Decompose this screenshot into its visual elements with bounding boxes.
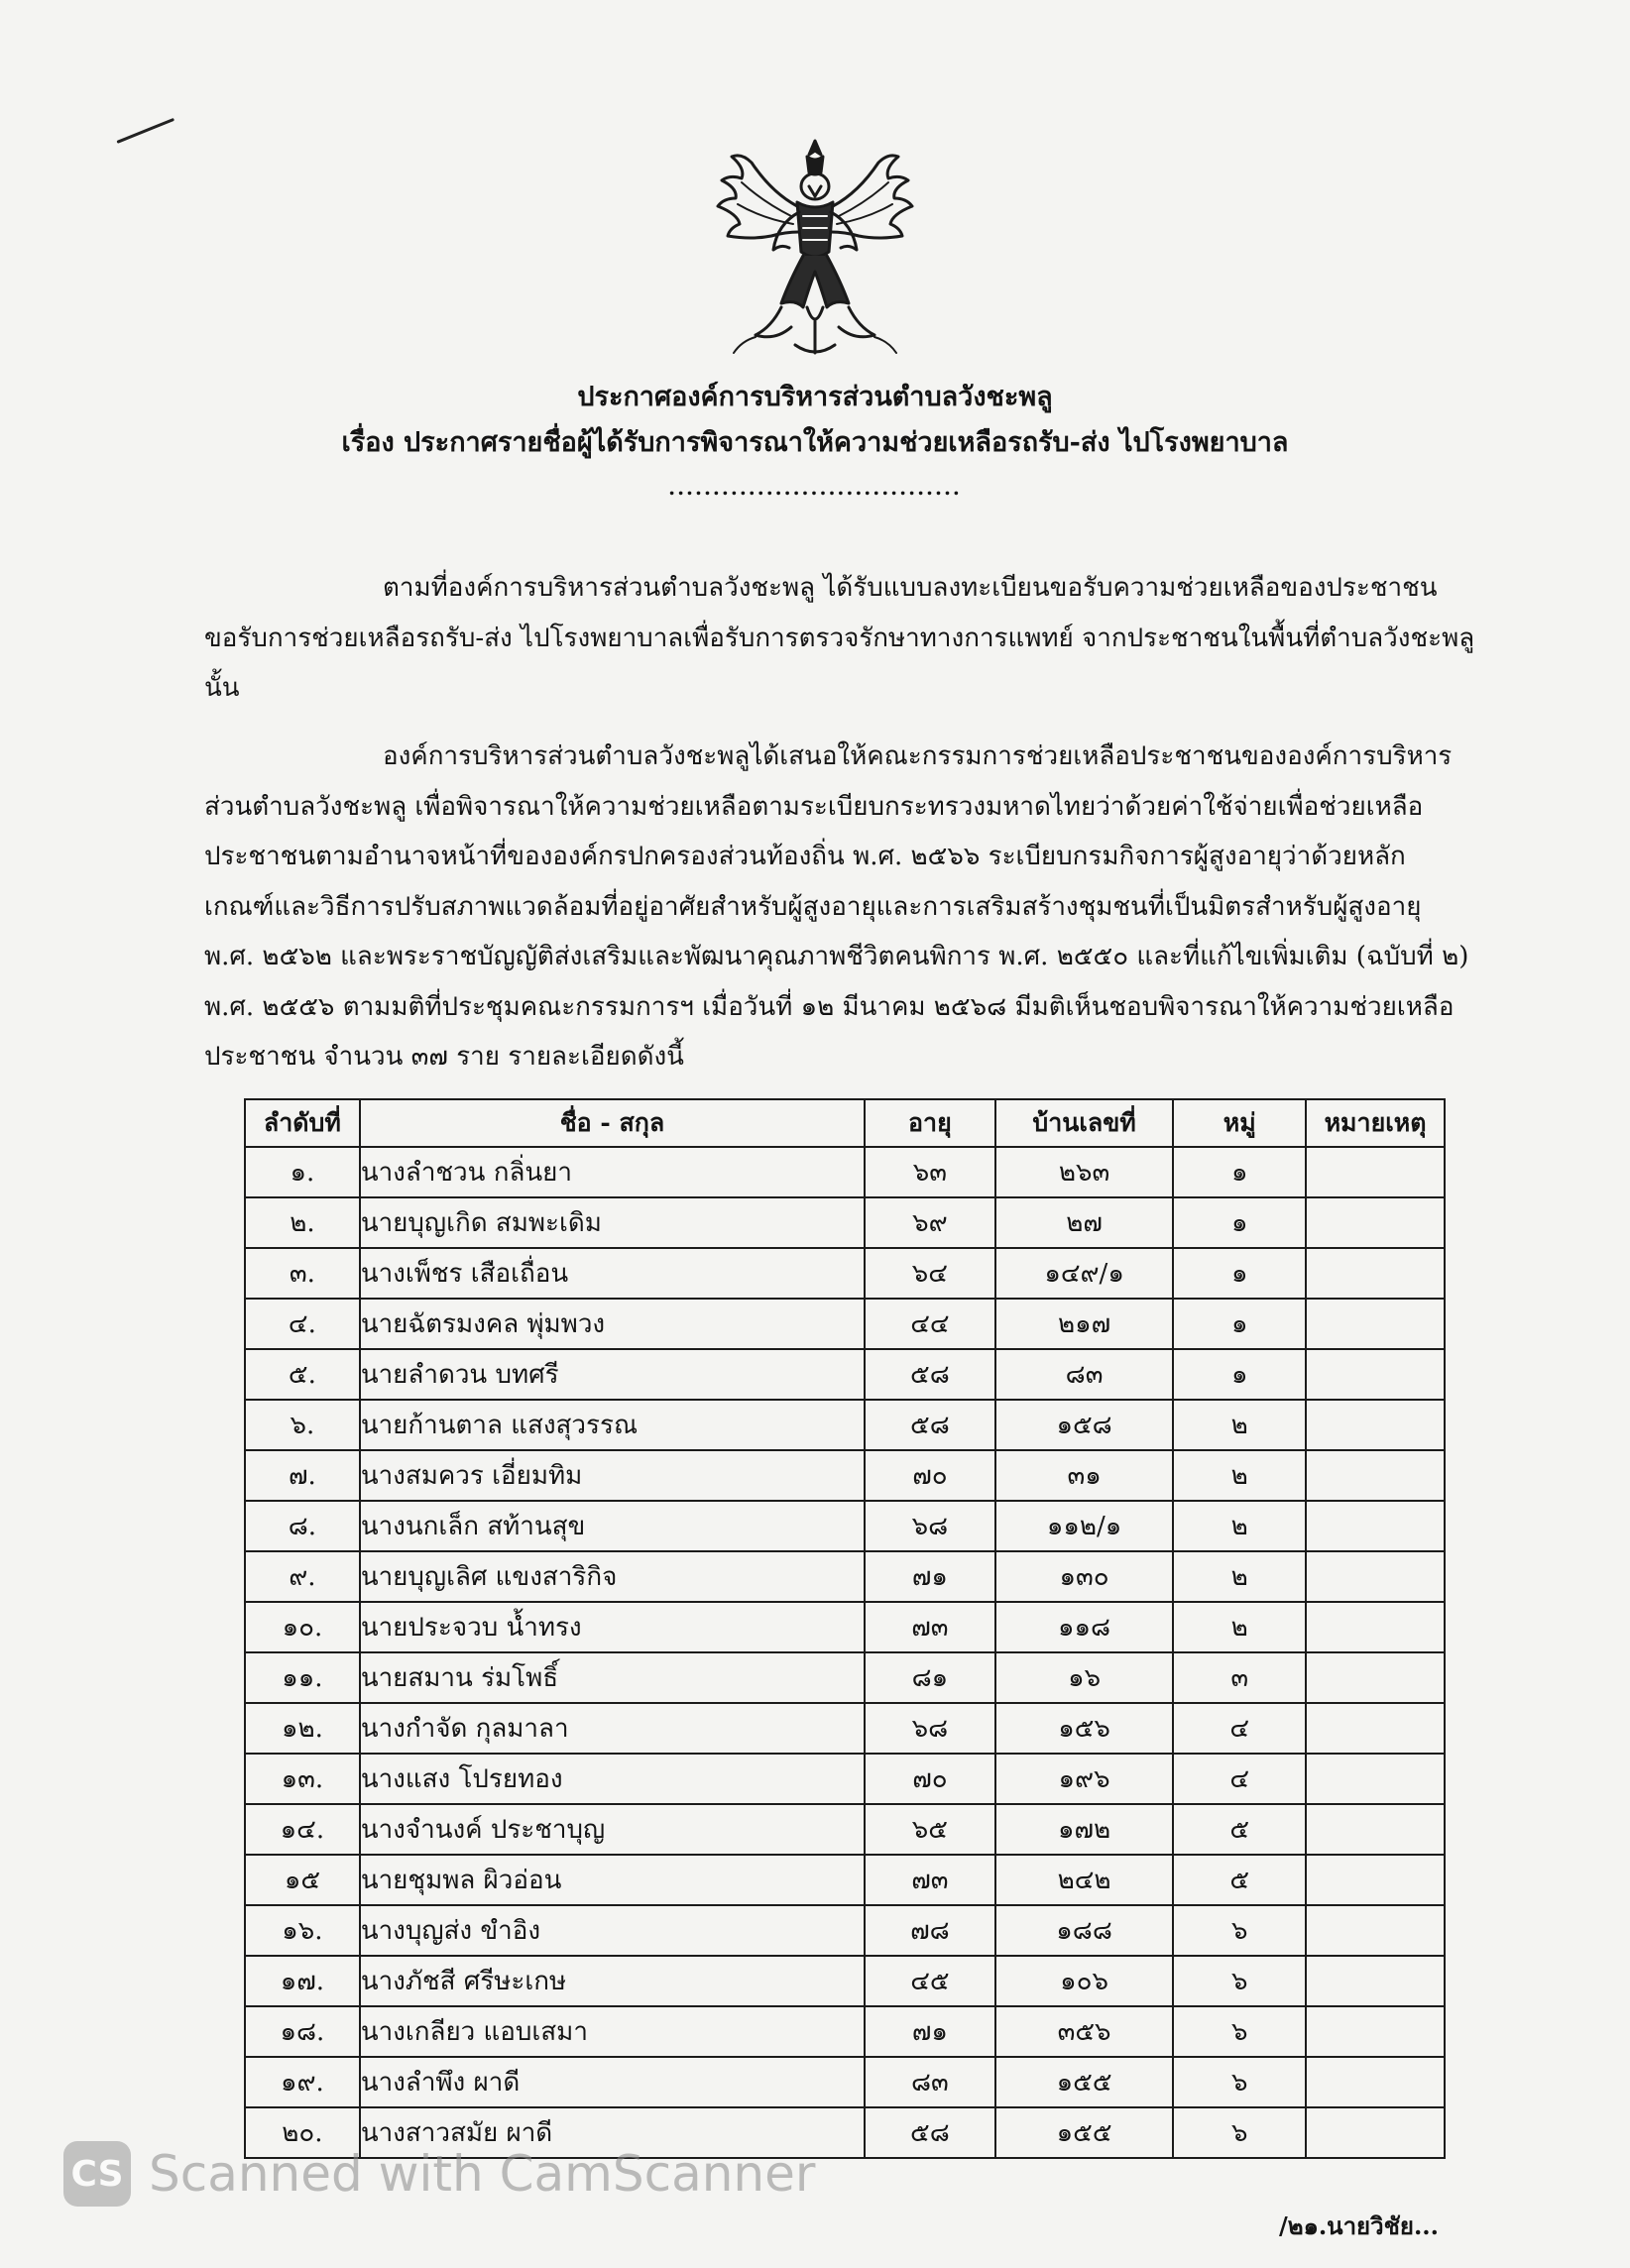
header-house-no: บ้านเลขที่ [995,1099,1174,1147]
row-name: นางแสง โปรยทอง [360,1754,865,1804]
row-age: ๕๘ [865,1349,995,1400]
announcement-title: ประกาศองค์การบริหารส่วนตำบลวังชะพลู [577,382,1053,412]
row-note [1306,2006,1445,2057]
row-moo: ๓ [1173,1652,1306,1703]
row-name: นางกำจัด กุลมาลา [360,1703,865,1754]
row-house-no: ๑๓๐ [995,1551,1174,1602]
row-order: ๑๑. [245,1652,360,1703]
row-age: ๔๔ [865,1299,995,1349]
row-house-no: ๑๑๘ [995,1602,1174,1652]
row-note [1306,1855,1445,1905]
row-house-no: ๑๕๕ [995,2107,1174,2158]
row-name: นายประจวบ น้ำทรง [360,1602,865,1652]
table-row [245,1248,1445,1299]
row-house-no: ๑๑๒/๑ [995,1501,1174,1551]
recipients-table [244,1098,1446,2159]
row-age: ๖๕ [865,1804,995,1855]
row-order: ๓. [245,1248,360,1299]
row-order: ๑. [245,1147,360,1197]
row-order: ๘. [245,1501,360,1551]
row-moo: ๖ [1173,1905,1306,1956]
table-row [245,2006,1445,2057]
row-order: ๑๗. [245,1956,360,2006]
row-note [1306,1905,1445,1956]
row-age: ๖๙ [865,1197,995,1248]
row-house-no: ๒๗ [995,1197,1174,1248]
row-note [1306,1400,1445,1450]
row-age: ๗๑ [865,2006,995,2057]
table-row [245,1450,1445,1501]
row-house-no: ๑๗๒ [995,1804,1174,1855]
row-house-no: ๑๐๖ [995,1956,1174,2006]
row-order: ๑๙. [245,2057,360,2107]
row-moo: ๑ [1173,1197,1306,1248]
row-note [1306,1248,1445,1299]
paragraph-1-text: ตามที่องค์การบริหารส่วนตำบลวังชะพลู ได้รับแบบลงทะเบียนขอรับความช่วยเหลือของประชาชน ขอรับการช่วยเหลือรถรับ-ส่ง ไปโรงพยาบาลเพื่อรับการตรวจรักษาทางการแพทย์ จากประชาชนในพื้นที่ตำบลวังชะพลู นั้น [204,573,1475,703]
row-house-no: ๒๖๓ [995,1147,1174,1197]
row-moo: ๖ [1173,2107,1306,2158]
row-name: นายบุญเลิศ แขงสาริกิจ [360,1551,865,1602]
table-row [245,1349,1445,1400]
camscanner-logo-icon: CS [63,2141,131,2207]
row-house-no: ๓๕๖ [995,2006,1174,2057]
table-row [245,1652,1445,1703]
row-order: ๔. [245,1299,360,1349]
table-row [245,1855,1445,1905]
row-age: ๔๕ [865,1956,995,2006]
row-name: นางเกลียว แอบเสมา [360,2006,865,2057]
row-house-no: ๑๕๕ [995,2057,1174,2107]
row-moo: ๒ [1173,1551,1306,1602]
row-house-no: ๑๙๖ [995,1754,1174,1804]
row-house-no: ๑๔๙/๑ [995,1248,1174,1299]
row-order: ๑๔. [245,1804,360,1855]
row-note [1306,1956,1445,2006]
row-name: นายชุมพล ผิวอ่อน [360,1855,865,1905]
row-name: นายสมาน ร่มโพธิ์ [360,1652,865,1703]
row-order: ๒. [245,1197,360,1248]
row-moo: ๒ [1173,1450,1306,1501]
row-name: นางเพ็ชร เสือเถื่อน [360,1248,865,1299]
table-row [245,1551,1445,1602]
row-note [1306,1501,1445,1551]
row-moo: ๕ [1173,1855,1306,1905]
row-order: ๒๐. [245,2107,360,2158]
row-age: ๖๓ [865,1147,995,1197]
row-age: ๕๘ [865,2107,995,2158]
row-note [1306,1551,1445,1602]
row-house-no: ๑๖ [995,1652,1174,1703]
row-note [1306,1804,1445,1855]
row-moo: ๑ [1173,1299,1306,1349]
row-moo: ๒ [1173,1602,1306,1652]
row-name: นายก้านตาล แสงสุวรรณ [360,1400,865,1450]
table-header-row [245,1099,1445,1147]
announcement-subject: เรื่อง ประกาศรายชื่อผู้ได้รับการพิจารณาให้ความช่วยเหลือรถรับ-ส่ง ไปโรงพยาบาล [341,427,1289,458]
table-row [245,1299,1445,1349]
row-house-no: ๒๑๗ [995,1299,1174,1349]
row-order: ๖. [245,1400,360,1450]
row-order: ๕. [245,1349,360,1400]
row-name: นางลำชวน กลิ่นยา [360,1147,865,1197]
row-house-no: ๘๓ [995,1349,1174,1400]
row-note [1306,1349,1445,1400]
row-age: ๘๑ [865,1652,995,1703]
header-moo: หมู่ [1173,1099,1306,1147]
row-order: ๑๖. [245,1905,360,1956]
body-paragraph-2 [204,732,1475,1082]
row-age: ๘๓ [865,2057,995,2107]
row-moo: ๒ [1173,1400,1306,1450]
header-name: ชื่อ - สกุล [360,1099,865,1147]
table-row [245,1804,1445,1855]
row-order: ๑๘. [245,2006,360,2057]
header-note: หมายเหตุ [1306,1099,1445,1147]
body-paragraph-1 [204,563,1475,714]
row-note [1306,2107,1445,2158]
row-order: ๑๕ [245,1855,360,1905]
table-row [245,1754,1445,1804]
garuda-emblem-icon [712,133,918,363]
table-row [245,2057,1445,2107]
paragraph-2-text: องค์การบริหารส่วนตำบลวังชะพลูได้เสนอให้คณะกรรมการช่วยเหลือประชาชนขององค์การบริหารส่วนตำบลวังชะพลู เพื่อพิจารณาให้ความช่วยเหลือตามระเบียบกระทรวงมหาดไทยว่าด้วยค่าใช้จ่ายเพื่อช่วยเหลือประชาชนตามอำนาจหน้าที่ขององค์กรปกครองส่วนท้องถิ่น พ.ศ. ๒๕๖๖ ระเบียบกรมกิจการผู้สูงอายุว่าด้วยหลักเกณฑ์และวิธีการปรับสภาพแวดล้อมที่อยู่อาศัยสำหรับผู้สูงอายุและการเสริมสร้างชุมชนที่เป็นมิตรสำหรับผู้สูงอายุ พ.ศ. ๒๕๖๒ และพระราชบัญญัติส่งเสริมและพัฒนาคุณภาพชีวิตคนพิการ พ.ศ. ๒๕๕๐ และที่แก้ไขเพิ่มเติม (ฉบับที่ ๒) พ.ศ. ๒๕๕๖ ตามมติที่ประชุมคณะกรรมการฯ เมื่อวันที่ ๑๒ มีนาคม ๒๕๖๘ มีมติเห็นชอบพิจารณาให้ความช่วยเหลือประชาชน จำนวน ๓๗ ราย รายละเอียดดังนี้ [204,741,1469,1072]
row-note [1306,1197,1445,1248]
row-moo: ๖ [1173,2006,1306,2057]
table-row [245,1905,1445,1956]
row-age: ๗๓ [865,1855,995,1905]
row-age: ๗๐ [865,1754,995,1804]
table-body [245,1147,1445,2158]
table-row [245,1956,1445,2006]
row-order: ๑๓. [245,1754,360,1804]
row-order: ๑๐. [245,1602,360,1652]
row-age: ๖๘ [865,1501,995,1551]
row-name: นางจำนงค์ ประชาบุญ [360,1804,865,1855]
row-order: ๙. [245,1551,360,1602]
row-age: ๖๔ [865,1248,995,1299]
row-moo: ๖ [1173,2057,1306,2107]
row-order: ๗. [245,1450,360,1501]
continuation-note: /๒๑.นายวิชัย... [1279,2211,1440,2240]
row-note [1306,1754,1445,1804]
row-note [1306,1450,1445,1501]
watermark-text: Scanned with CamScanner [149,2145,816,2203]
row-moo: ๒ [1173,1501,1306,1551]
title-separator: ................................. [668,476,962,500]
row-age: ๖๘ [865,1703,995,1754]
table-row [245,1400,1445,1450]
row-age: ๗๑ [865,1551,995,1602]
table-row [245,2107,1445,2158]
row-house-no: ๑๘๘ [995,1905,1174,1956]
header-age: อายุ [865,1099,995,1147]
row-moo: ๑ [1173,1248,1306,1299]
row-age: ๕๘ [865,1400,995,1450]
table-row [245,1501,1445,1551]
row-note [1306,1299,1445,1349]
row-moo: ๔ [1173,1703,1306,1754]
row-house-no: ๒๔๒ [995,1855,1174,1905]
row-name: นางภัชสี ศรีษะเกษ [360,1956,865,2006]
row-name: นางสาวสมัย ผาดี [360,2107,865,2158]
row-moo: ๕ [1173,1804,1306,1855]
pen-stroke-mark [116,118,175,144]
row-name: นายลำดวน บทศรี [360,1349,865,1400]
row-note [1306,1652,1445,1703]
row-moo: ๖ [1173,1956,1306,2006]
row-moo: ๑ [1173,1147,1306,1197]
row-name: นางสมควร เอี่ยมทิม [360,1450,865,1501]
row-note [1306,1147,1445,1197]
row-house-no: ๑๕๘ [995,1400,1174,1450]
header-order: ลำดับที่ [245,1099,360,1147]
row-moo: ๑ [1173,1349,1306,1400]
row-note [1306,2057,1445,2107]
row-note [1306,1602,1445,1652]
row-name: นางบุญส่ง ขำอิง [360,1905,865,1956]
row-name: นายฉัตรมงคล พุ่มพวง [360,1299,865,1349]
row-age: ๗๐ [865,1450,995,1501]
table-row [245,1602,1445,1652]
row-name: นางลำพึง ผาดี [360,2057,865,2107]
row-note [1306,1703,1445,1754]
row-name: นายบุญเกิด สมพะเดิม [360,1197,865,1248]
row-age: ๗๘ [865,1905,995,1956]
table-row [245,1197,1445,1248]
row-moo: ๔ [1173,1754,1306,1804]
row-order: ๑๒. [245,1703,360,1754]
row-name: นางนกเล็ก สท้านสุข [360,1501,865,1551]
row-house-no: ๓๑ [995,1450,1174,1501]
table-row [245,1703,1445,1754]
row-house-no: ๑๕๖ [995,1703,1174,1754]
table-row [245,1147,1445,1197]
row-age: ๗๓ [865,1602,995,1652]
